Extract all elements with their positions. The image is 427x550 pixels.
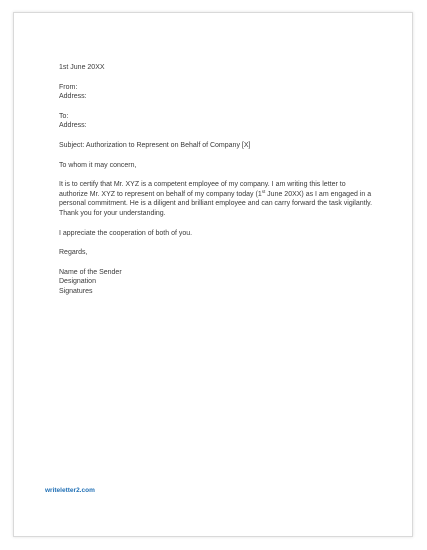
body-superscript: st <box>261 188 266 194</box>
letter-date: 1st June 20XX <box>59 64 105 71</box>
closing: Regards, <box>59 249 88 257</box>
to-address: Address: <box>59 122 87 130</box>
to-label: To: <box>59 112 69 120</box>
letter-body <box>59 63 374 297</box>
from-address: Address: <box>59 93 87 101</box>
footer-site-link[interactable]: writeletter2.com <box>45 487 95 494</box>
body-paragraph <box>59 180 374 218</box>
appreciation-line: I appreciate the cooperation of both of you. <box>59 229 193 237</box>
sender-name: Name of the Sender <box>59 268 122 276</box>
designation: Designation <box>59 278 96 286</box>
letter-subject: Subject: Authorization to Represent on Behalf of Company [X] <box>59 141 251 149</box>
letter-page <box>13 12 413 537</box>
body-text-part1: It is to certify that Mr. XYZ is a competent employee of my company. I am writing this letter to authorize Mr. XYZ to represent on behalf of my company today (1 <box>59 181 346 198</box>
salutation: To whom it may concern, <box>59 161 137 169</box>
body-text-part2: June 20XX) as I am engaged in a personal commitment. He is a diligent and brilliant employee and can carry forward the task vigilantly. Thank you for your understanding. <box>59 190 373 217</box>
from-label: From: <box>59 83 78 91</box>
signatures: Signatures <box>59 287 93 295</box>
